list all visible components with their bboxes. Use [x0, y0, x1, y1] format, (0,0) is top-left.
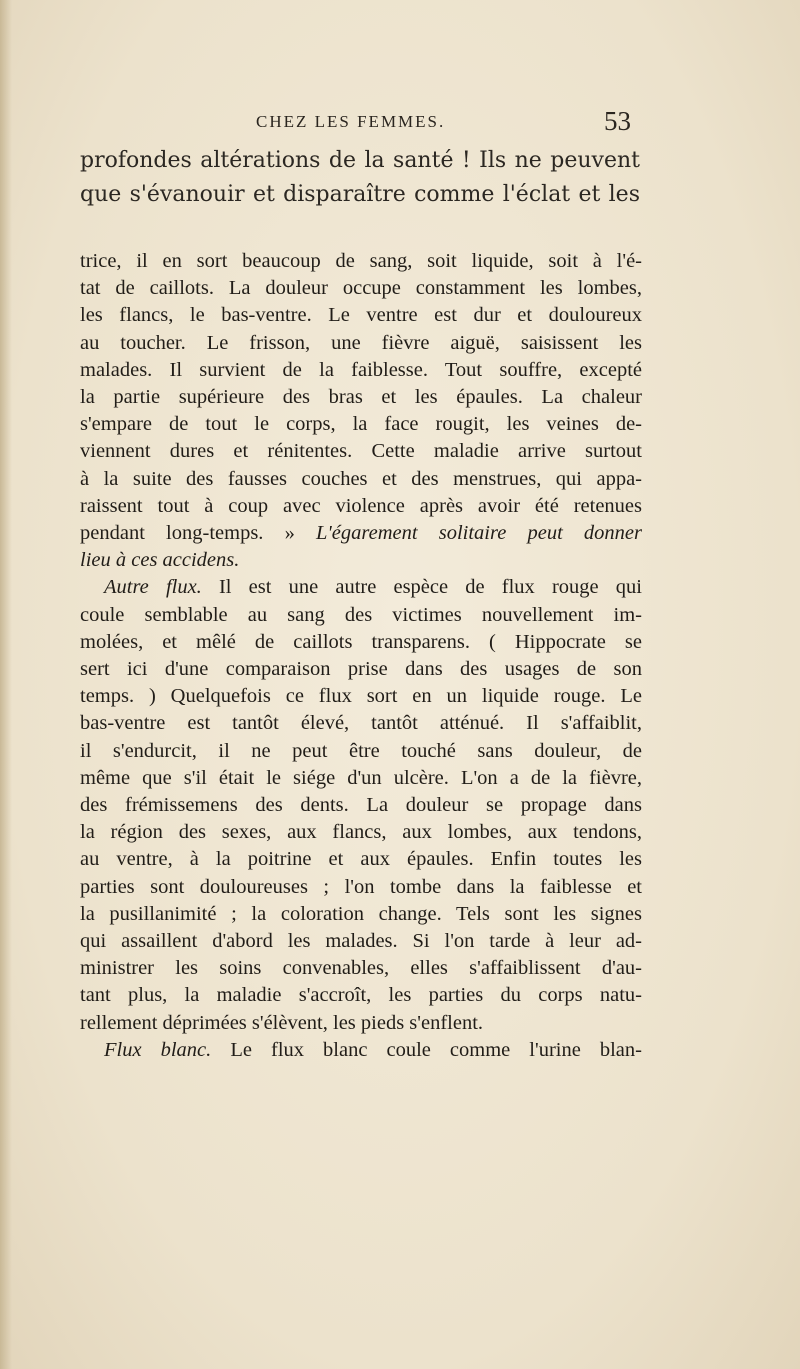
text-line: trice, il en sort beaucoup de sang, soit liquide, soit à l'é- — [80, 250, 642, 272]
paragraph-1 — [80, 248, 642, 574]
text-line: au toucher. Le frisson, une fièvre aiguë, saisissent les — [80, 331, 642, 354]
text-line: molées, et mêlé de caillots transparens. ( Hippocrate se — [80, 630, 642, 653]
text-line-plain: pendant long-temps. » — [80, 522, 317, 545]
paragraph-2 — [80, 574, 642, 1036]
text-line: même que s'il était le siége d'un ulcère. L'on a de la fièvre, — [80, 766, 642, 789]
page-gutter-shadow — [0, 0, 12, 1369]
text-line: temps. ) Quelquefois ce flux sort en un liquide rouge. Le — [80, 685, 642, 708]
overlay-line: que s'évanouir et disparaître comme l'éclat et les — [80, 182, 640, 207]
text-line: malades. Il survient de la faiblesse. Tout souffre, excepté — [80, 358, 642, 381]
text-line: la région des sexes, aux flancs, aux lombes, aux tendons, — [80, 821, 642, 844]
text-line: des frémissemens des dents. La douleur se propage dans — [80, 794, 642, 817]
text-line: tat de caillots. La douleur occupe constamment les lombes, — [80, 277, 642, 300]
section-heading-italic: Flux blanc. — [104, 1038, 212, 1061]
text-line: à la suite des fausses couches et des menstrues, qui appa- — [80, 467, 642, 490]
text-line — [80, 574, 642, 601]
italic-phrase: lieu à ces accidens. — [80, 549, 240, 572]
text-line: coule semblable au sang des victimes nouvellement im- — [80, 603, 642, 626]
text-line: rellement déprimées s'élèvent, les pieds s'enflent. — [80, 1011, 484, 1034]
text-line: parties sont douloureuses ; l'on tombe dans la faiblesse et — [80, 875, 642, 898]
text-line: la pusillanimité ; la coloration change. Tels sont les signes — [80, 902, 642, 925]
text-line: au ventre, à la poitrine et aux épaules. Enfin toutes les — [80, 848, 642, 871]
text-line: les flancs, le bas-ventre. Le ventre est dur et douloureux — [80, 304, 642, 327]
text-line: il s'endurcit, il ne peut être touché sans douleur, de — [80, 739, 642, 762]
section-heading-italic: Autre flux. — [104, 576, 202, 599]
text-line: qui assaillent d'abord les malades. Si l'on tarde à leur ad- — [80, 930, 642, 953]
text-line: viennent dures et rénitentes. Cette maladie arrive surtout — [80, 440, 642, 463]
text-line — [80, 1037, 642, 1064]
italic-phrase: L'égarement solitaire peut donner — [316, 522, 643, 545]
text-line: raissent tout à coup avec violence après avoir été retenues — [80, 494, 642, 517]
text-line: ministrer les soins convenables, elles s'affaiblissent d'au- — [80, 957, 642, 980]
page-number: 53 — [604, 106, 631, 136]
text-line-plain: Il est une autre espèce de flux rouge qui — [201, 576, 642, 599]
text-line: tant plus, la maladie s'accroît, les parties du corps natu- — [80, 984, 642, 1007]
text-line: s'empare de tout le corps, la face rougit, les veines de- — [80, 413, 642, 436]
text-line: bas-ventre est tantôt élevé, tantôt atténué. Il s'affaiblit, — [80, 712, 642, 735]
text-line: la partie supérieure des bras et les épaules. La chaleur — [80, 386, 642, 409]
paragraph-3 — [80, 1037, 642, 1064]
text-line — [80, 520, 642, 547]
text-line: sert ici d'une comparaison prise dans des usages de son — [80, 658, 642, 681]
body-text — [80, 248, 642, 1064]
running-head: CHEZ LES FEMMES. — [256, 112, 446, 131]
text-line — [80, 547, 642, 574]
overlay-text-block — [80, 144, 640, 212]
page-header — [0, 106, 800, 140]
overlay-line: profondes altérations de la santé ! Ils ne peuvent — [80, 148, 640, 173]
text-line-plain: Le flux blanc coule comme l'urine blan- — [211, 1038, 642, 1061]
